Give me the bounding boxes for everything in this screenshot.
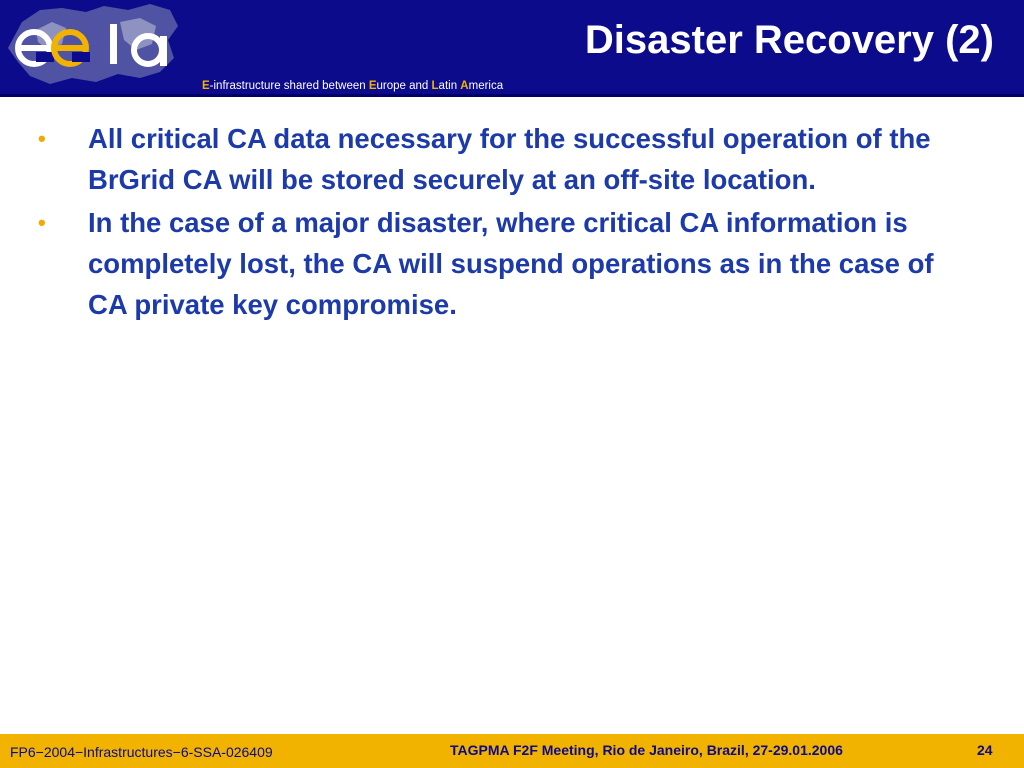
footer-meeting-info: TAGPMA F2F Meeting, Rio de Janeiro, Brazil, 27-29.01.2006	[450, 742, 843, 758]
header-bar	[0, 0, 1024, 96]
bullet-text: In the case of a major disaster, where critical CA information is completely lost, the CA will suspend operations as in the case of CA private key compromise.	[88, 207, 934, 320]
footer-bar	[0, 734, 1024, 768]
slide-title: Disaster Recovery (2)	[584, 18, 994, 62]
tagline	[202, 80, 503, 92]
bullet-item	[38, 118, 938, 200]
tagline-text: urope and	[376, 80, 432, 92]
tagline-letter-a: A	[460, 80, 469, 92]
page-number: 24	[977, 742, 993, 758]
bullet-text: All critical CA data necessary for the successful operation of the BrGrid CA will be stored securely at an off-site location.	[88, 123, 931, 195]
tagline-letter-e2: E	[368, 80, 377, 92]
tagline-text: atin	[438, 80, 461, 92]
bullet-icon: •	[38, 126, 46, 151]
eela-logo-icon	[0, 0, 200, 92]
tagline-letter-e: E	[202, 80, 210, 92]
bullet-icon: •	[38, 210, 46, 235]
footer-project-id: FP6−2004−Infrastructures−6-SSA-026409	[10, 744, 273, 760]
header-divider	[0, 94, 1024, 97]
tagline-text: merica	[468, 80, 504, 92]
bullet-list	[38, 118, 938, 327]
tagline-letter-l: L	[431, 80, 439, 92]
bullet-item	[38, 202, 938, 325]
tagline-text: -infrastructure shared between	[209, 80, 369, 92]
